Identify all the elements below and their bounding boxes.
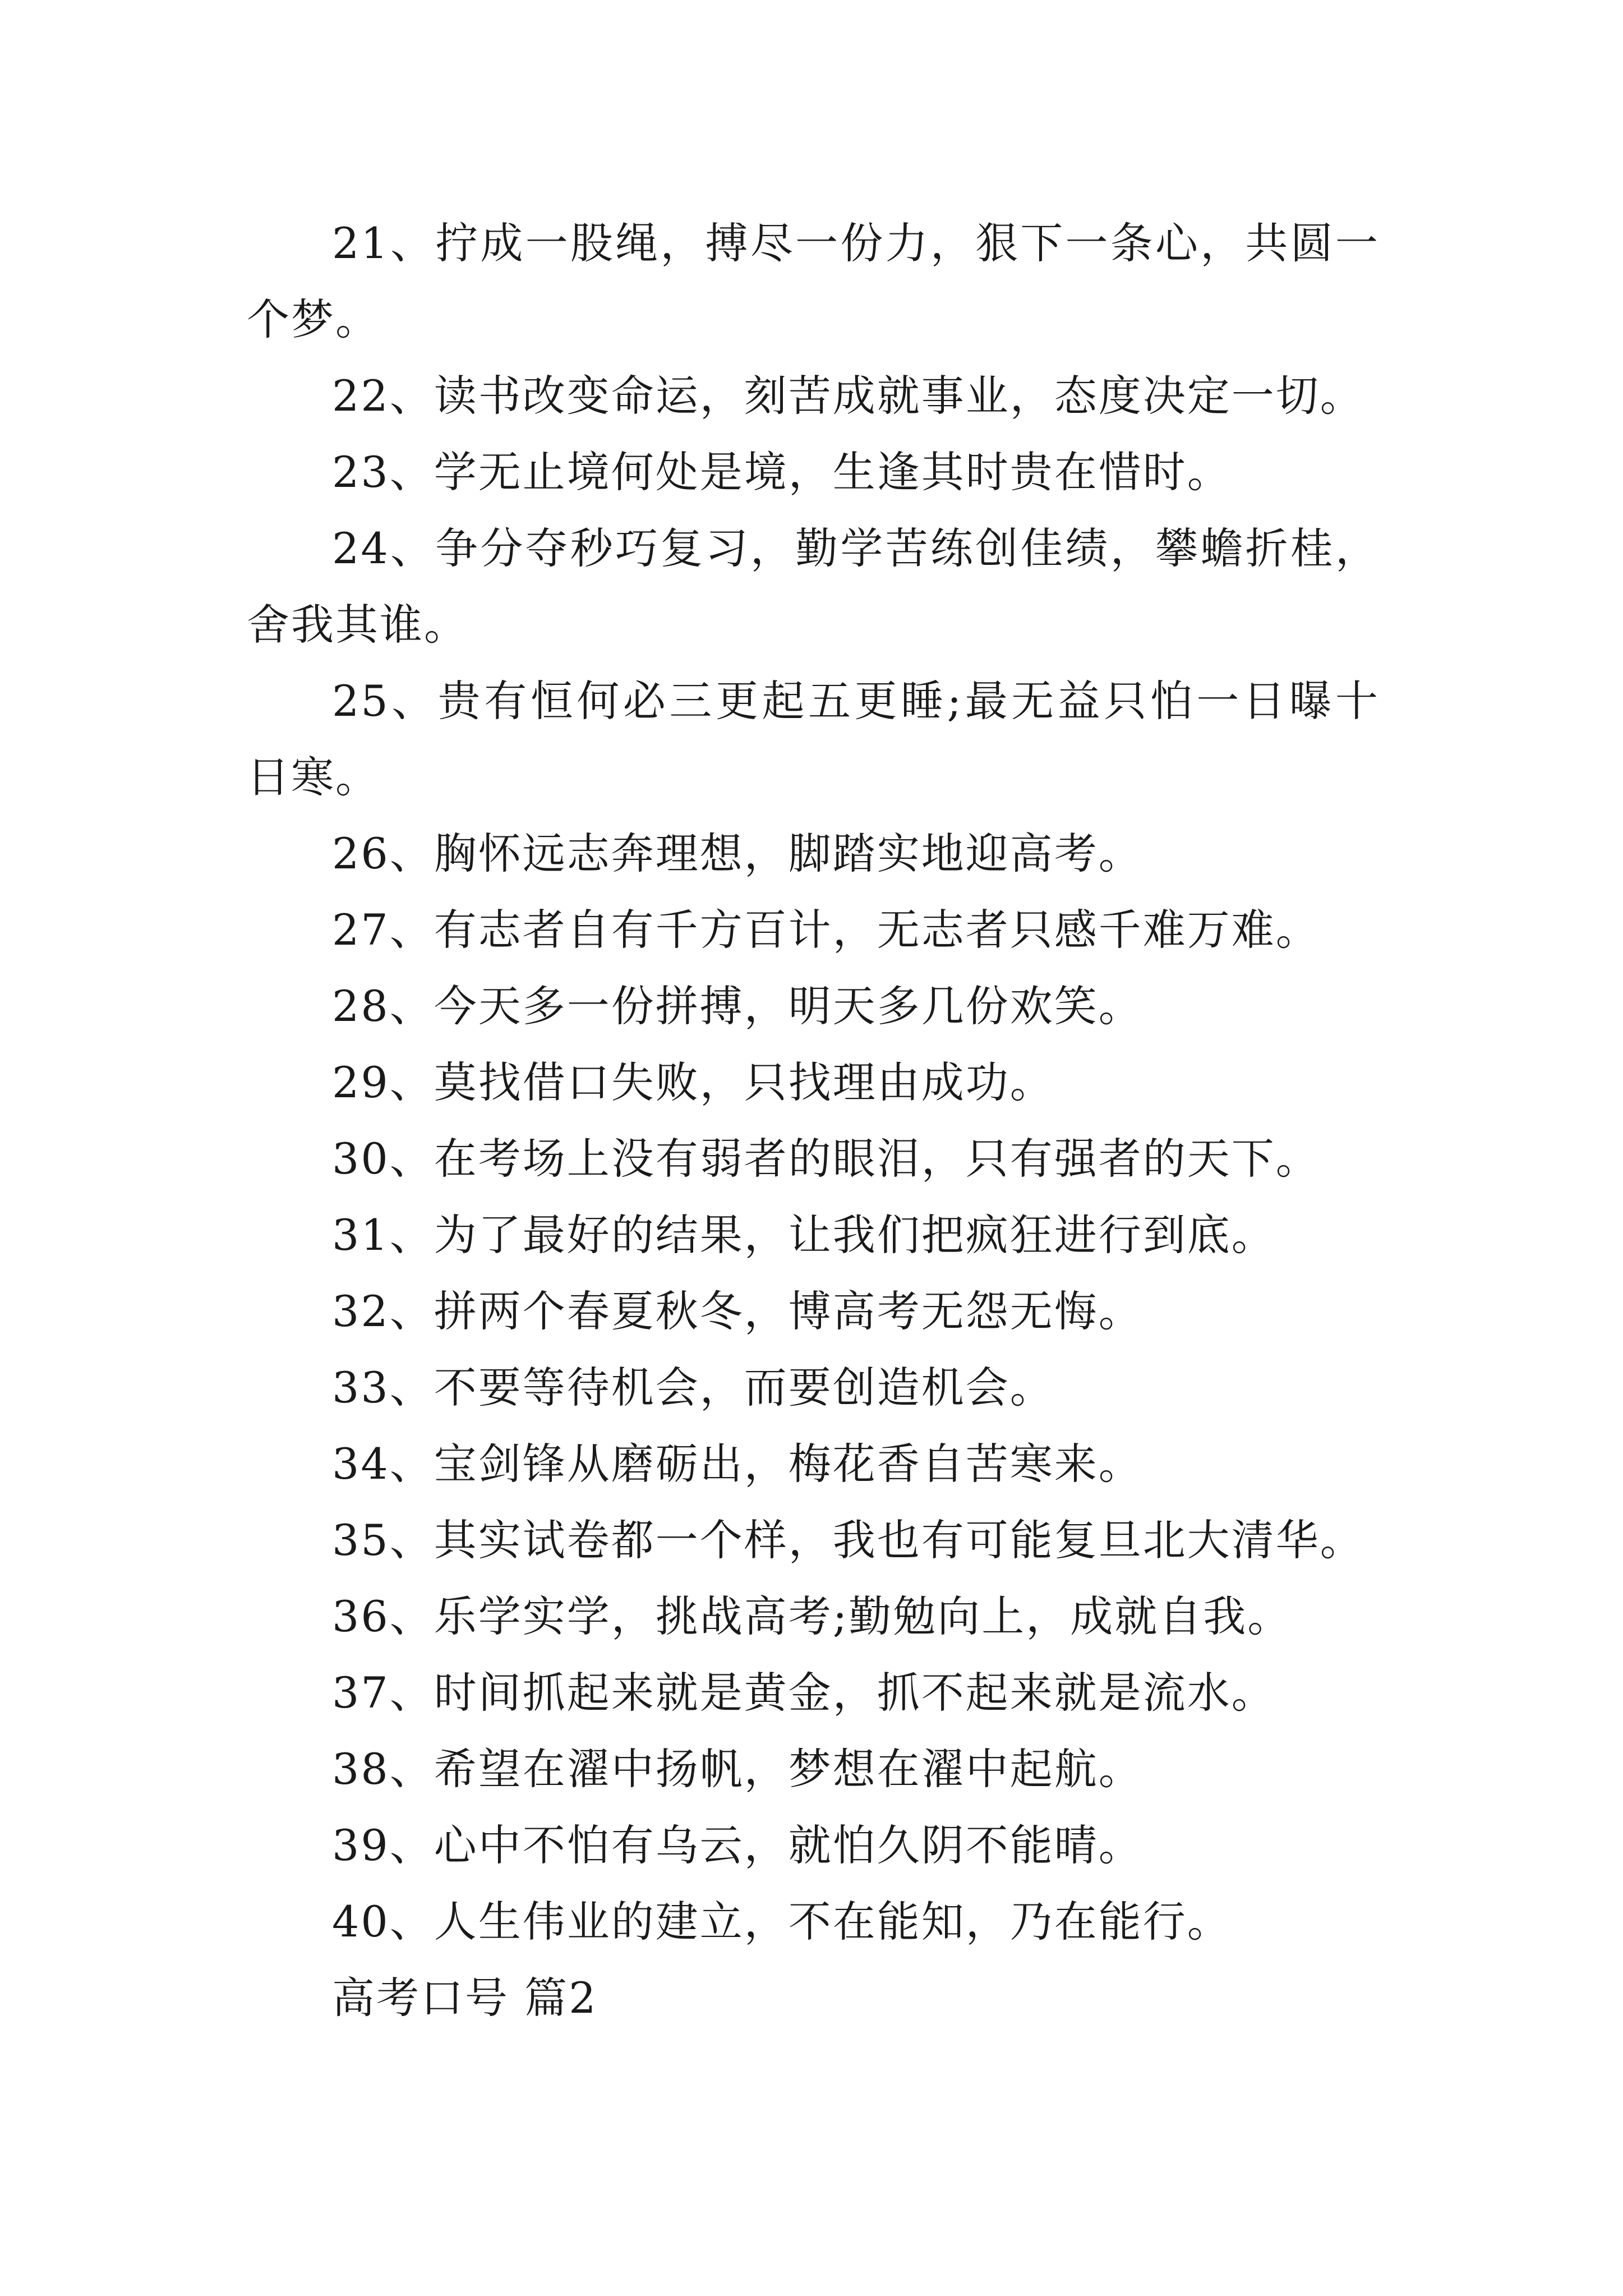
slogan-36: 36、乐学实学，挑战高考;勤勉向上，成就自我。 — [332, 1591, 1292, 1641]
slogan-33: 33、不要等待机会，而要创造机会。 — [332, 1363, 1054, 1412]
slogan-39: 39、心中不怕有乌云，就怕久阴不能晴。 — [332, 1820, 1143, 1870]
slogan-29: 29、莫找借口失败，只找理由成功。 — [332, 1057, 1054, 1107]
slogan-34: 34、宝剑锋从磨砺出，梅花香自苦寒来。 — [332, 1439, 1143, 1489]
slogan-37: 37、时间抓起来就是黄金，抓不起来就是流水。 — [332, 1668, 1276, 1718]
slogan-28: 28、今天多一份拼搏，明天多几份欢笑。 — [332, 981, 1143, 1031]
slogan-38: 38、希望在濯中扬帆，梦想在濯中起航。 — [332, 1744, 1143, 1794]
slogan-22: 22、读书改变命运，刻苦成就事业，态度决定一切。 — [332, 371, 1364, 421]
slogan-27: 27、有志者自有千方百计，无志者只感千难万难。 — [332, 905, 1320, 955]
slogan-32: 32、拼两个春夏秋冬，博高考无怨无悔。 — [332, 1286, 1143, 1336]
slogan-23: 23、学无止境何处是境，生逢其时贵在惜时。 — [332, 447, 1232, 497]
document-body — [247, 205, 1380, 2036]
slogan-35: 35、其实试卷都一个样，我也有可能复旦北大清华。 — [332, 1515, 1364, 1565]
slogan-26: 26、胸怀远志奔理想，脚踏实地迎高考。 — [332, 829, 1143, 878]
slogan-31: 31、为了最好的结果，让我们把疯狂进行到底。 — [332, 1210, 1276, 1260]
slogan-40: 40、人生伟业的建立，不在能知，乃在能行。 — [332, 1897, 1232, 1947]
slogan-30: 30、在考场上没有弱者的眼泪，只有强者的天下。 — [332, 1134, 1320, 1184]
slogan-25: 25、贵有恒何必三更起五更睡;最无益只怕一日曝十日寒。 — [247, 676, 1380, 802]
section-heading: 高考口号 篇2 — [332, 1973, 598, 2023]
slogan-21: 21、拧成一股绳，搏尽一份力，狠下一条心，共圆一个梦。 — [247, 218, 1380, 344]
slogan-24: 24、争分夺秒巧复习，勤学苦练创佳绩，攀蟾折桂，舍我其谁。 — [247, 523, 1380, 650]
